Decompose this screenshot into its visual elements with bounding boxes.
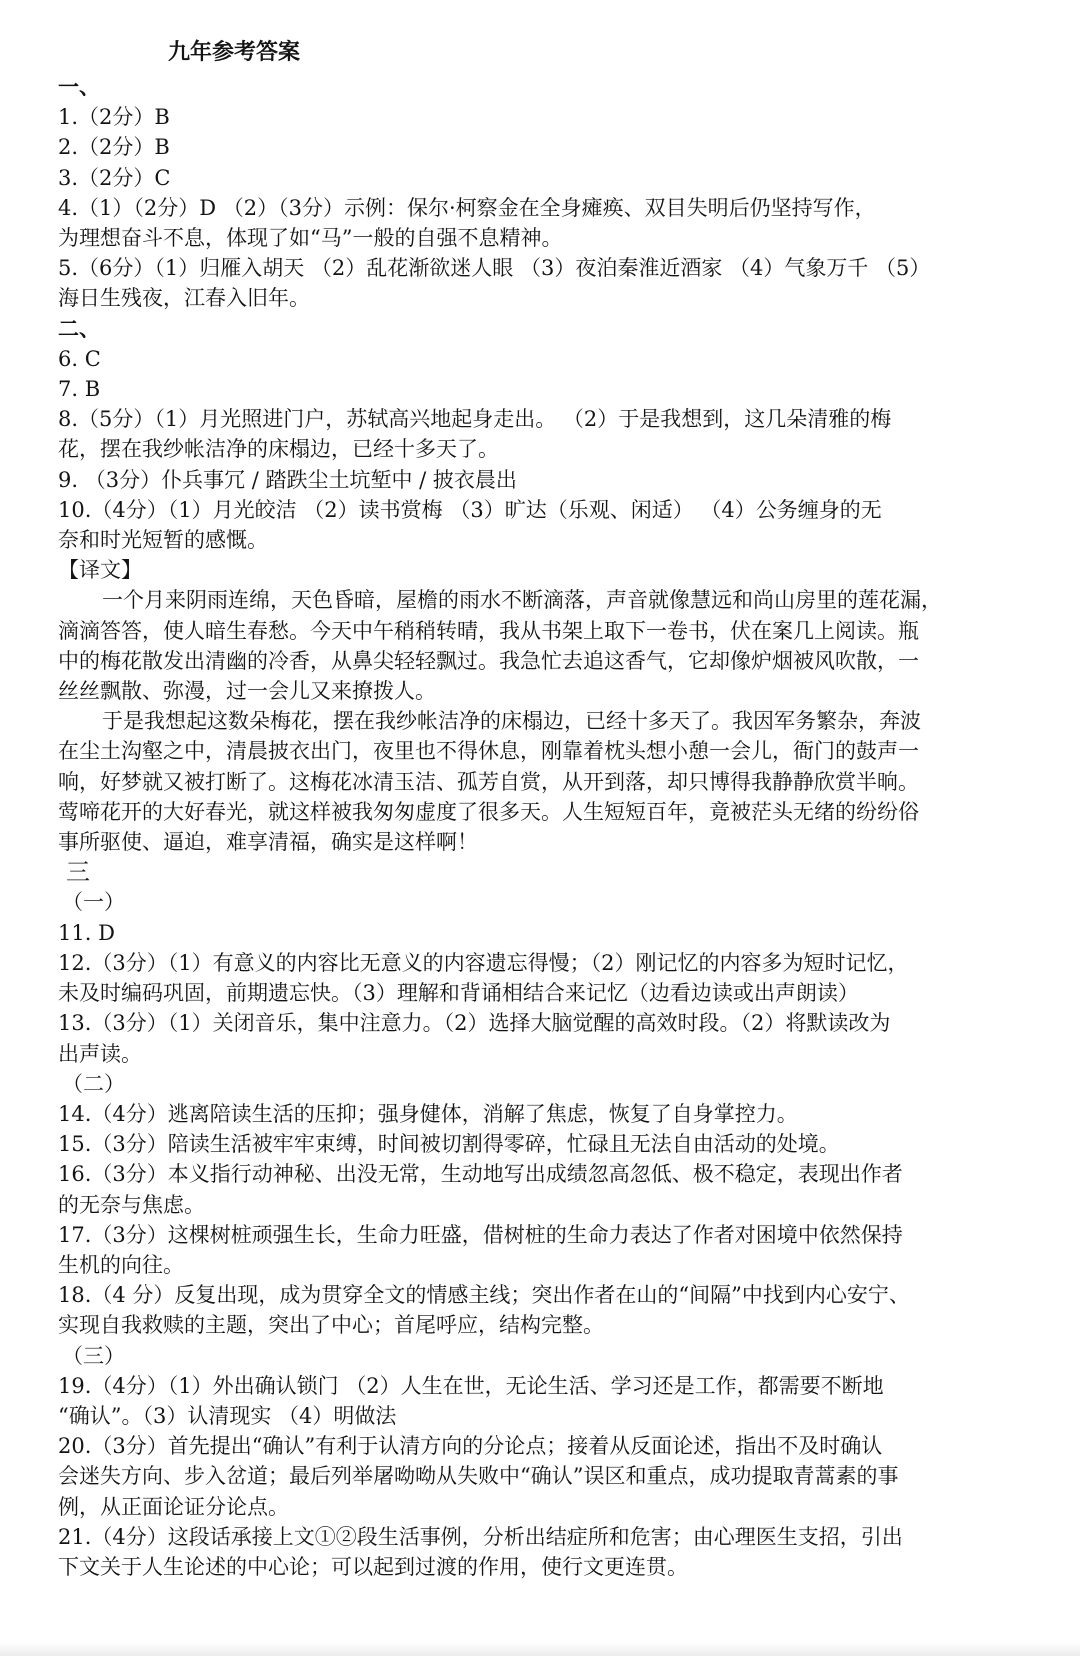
section-heading-2: 二、 [58,316,100,341]
translation-line: 一个月来阴雨连绵，天色昏暗，屋檐的雨水不断滴落，声音就像慧远和尚山房里的莲花漏， [102,588,942,613]
translation-line: 滴滴答答，使人暗生春愁。今天中午稍稍转晴，我从书架上取下一卷书，伏在案几上阅读。瓶 [58,618,919,643]
answer-line: 5.（6分）（1）归雁入胡天 （2）乱花渐欲迷人眼 （3）夜泊秦淮近酒家 （4）气象万千 （5） [58,256,931,281]
answer-line: 18.（4 分）反复出现，成为贯穿全文的情感主线；突出作者在山的“间隔”中找到内心安宁、 [58,1283,910,1308]
translation-line: 事所驱使、逼迫，难享清福，确实是这样啊！ [58,830,478,855]
section-2-answers [58,344,1028,555]
answer-line: 为理想奋斗不息，体现了如“马”一般的自强不息精神。 [58,226,563,251]
answer-content [58,72,1028,1582]
part-heading-3: （三） [62,1343,125,1368]
section-heading-1: 一、 [58,75,100,99]
answer-line: 12.（3分）（1）有意义的内容比无意义的内容遗忘得慢；（2）刚记忆的内容多为短时记忆， [58,950,909,975]
section-heading-3: 三 [66,858,90,887]
answer-line: 11. D [58,920,115,945]
part-heading-2: （二） [62,1071,125,1096]
answer-line: 3.（2分）C [58,165,171,190]
answer-line: 海日生残夜，江春入旧年。 [58,286,310,311]
answer-line: 1.（2分）B [58,105,170,130]
part-1-answers [58,918,1028,1069]
answer-line: 10.（4分）（1）月光皎洁 （2）读书赏梅 （3）旷达（乐观、闲适） （4）公务缠身的无 [58,497,882,522]
page-bottom-edge [0,1642,1080,1656]
answer-line: 例，从正面论证分论点。 [58,1494,289,1519]
answer-line: 实现自我救赎的主题，突出了中心；首尾呼应，结构完整。 [58,1313,604,1338]
answer-line: 14.（4分）逃离陪读生活的压抑；强身健体，消解了焦虑，恢复了自身掌控力。 [58,1101,798,1126]
answer-line: 未及时编码巩固，前期遗忘快。（3）理解和背诵相结合来记忆（边看边读或出声朗读） [58,981,859,1006]
answer-line: 8.（5分）（1）月光照进门户，苏轼高兴地起身走出。 （2）于是我想到，这几朵清雅的梅 [58,407,892,432]
answer-line: 16.（3分）本义指行动神秘、出没无常，生动地写出成绩忽高忽低、极不稳定，表现出作者 [58,1162,903,1187]
answer-line: 下文关于人生论述的中心论；可以起到过渡的作用，使行文更连贯。 [58,1554,688,1579]
part-heading-1: （一） [62,890,125,915]
answer-line: 20.（3分）首先提出“确认”有利于认清方向的分论点；接着从反面论述，指出不及时确认 [58,1434,883,1459]
answer-line: “确认”。（3）认清现实 （4）明做法 [58,1403,397,1428]
answer-line: 奈和时光短暂的感慨。 [58,528,268,553]
answer-line: 2.（2分）B [58,135,170,160]
translation-text [58,585,1028,857]
answer-line: 出声读。 [58,1041,142,1066]
answer-line: 17.（3分）这棵树桩顽强生长，生命力旺盛，借树桩的生命力表达了作者对困境中依然保持 [58,1222,903,1247]
answer-line: 19.（4分）（1）外出确认锁门 （2）人生在世，无论生活、学习还是工作，都需要不断地 [58,1373,884,1398]
translation-line: 莺啼花开的大好春光，就这样被我匆匆虚度了很多天。人生短短百年，竟被茫头无绪的纷纷俗 [58,799,919,824]
part-2-answers [58,1099,1028,1341]
answer-line: 生机的向往。 [58,1252,184,1277]
answer-line: 15.（3分）陪读生活被牢牢束缚，时间被切割得零碎，忙碌且无法自由活动的处境。 [58,1132,840,1157]
translation-line: 于是我想起这数朵梅花，摆在我纱帐洁净的床榻边，已经十多天了。我因军务繁杂，奔波 [102,709,921,734]
answer-line: 7. B [58,377,101,402]
section-1-answers [58,102,1028,313]
part-3-answers [58,1371,1028,1582]
answer-line: 21.（4分）这段话承接上文①②段生活事例，分析出结症所和危害；由心理医生支招，引出 [58,1524,903,1549]
answer-line: 花，摆在我纱帐洁净的床榻边，已经十多天了。 [58,437,499,462]
translation-line: 响，好梦就又被打断了。这梅花冰清玉洁、孤芳自赏，从开到落，却只博得我静静欣赏半晌。 [58,769,919,794]
translation-line: 在尘土沟壑之中，清晨披衣出门，夜里也不得休息，刚靠着枕头想小憩一会儿，衙门的鼓声一 [58,739,919,764]
answer-line: 4.（1）（2分）D （2）（3分）示例：保尔·柯察金在全身瘫痪、双目失明后仍坚持写作， [58,195,876,220]
translation-heading: 【译文】 [58,558,142,583]
answer-line: 9. （3分）仆兵事冗 / 踏跌尘土坑堑中 / 披衣晨出 [58,467,517,492]
answer-line: 13.（3分）（1）关闭音乐，集中注意力。（2）选择大脑觉醒的高效时段。（2）将默读改为 [58,1011,891,1036]
translation-line: 丝丝飘散、弥漫，过一会儿又来撩拨人。 [58,679,436,704]
answer-line: 会迷失方向、步入岔道；最后列举屠呦呦从失败中“确认”误区和重点，成功提取青蒿素的事 [58,1464,899,1489]
answer-line: 6. C [58,346,101,371]
translation-line: 中的梅花散发出清幽的冷香，从鼻尖轻轻飘过。我急忙去追这香气，它却像炉烟被风吹散，一 [58,648,919,673]
answer-line: 的无奈与焦虑。 [58,1192,205,1217]
page-title: 九年参考答案 [168,40,301,65]
